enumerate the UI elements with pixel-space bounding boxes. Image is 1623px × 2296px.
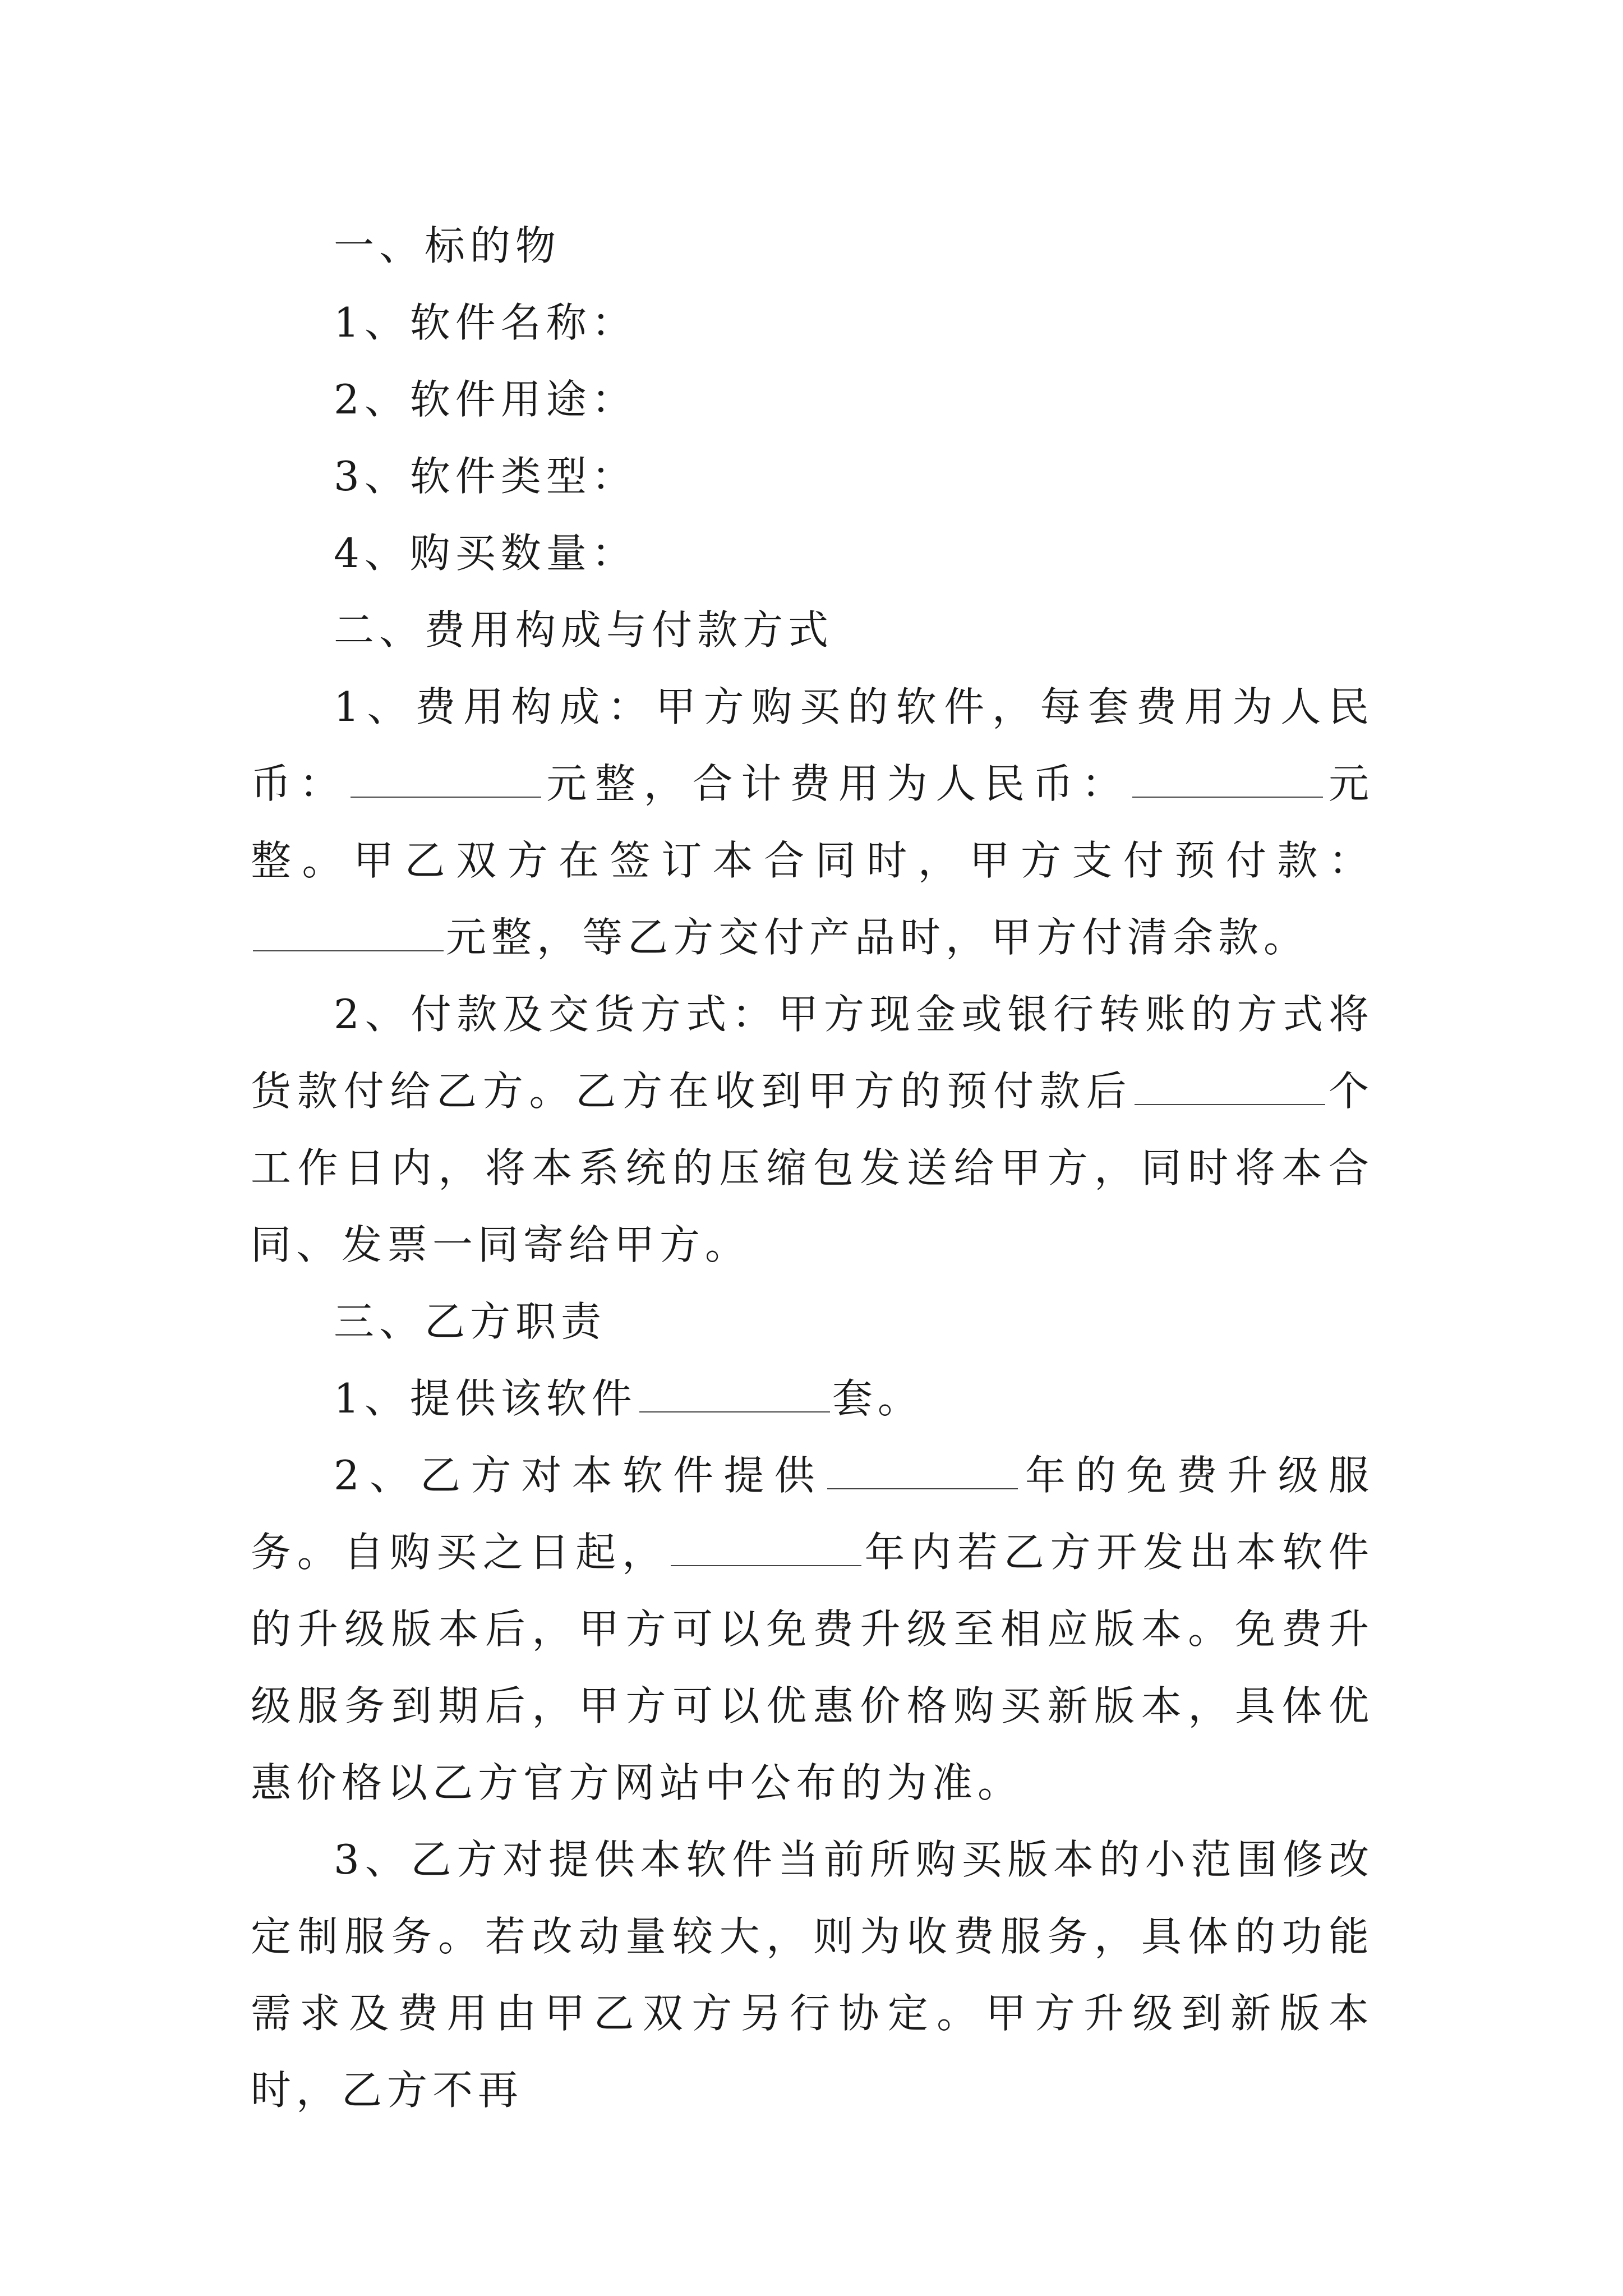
- blank-field-years-from-purchase: [671, 1533, 861, 1566]
- clause-text: 年的免费升级服务。自购买之日起，: [251, 1452, 1374, 1576]
- item-purchase-quantity: 4、购买数量：: [334, 530, 637, 577]
- blank-field-prepayment: [253, 918, 444, 951]
- blank-field-total-price: [1132, 764, 1323, 798]
- clause-text: 元整。甲乙双方在签订本合同时，甲方支付预付款：: [251, 760, 1374, 884]
- section-heading-fees: 二、费用构成与付款方式: [334, 606, 834, 654]
- clause-text: 2、付款及交货方式：甲方现金或银行转账的方式将货款付给乙方。乙方在收到甲方的预付款后: [251, 991, 1374, 1115]
- clause-provide-software: [251, 1360, 1374, 1437]
- clause-text: 元整，等乙方交付产品时，甲方付清余款。: [446, 914, 1310, 961]
- item-software-purpose: 2、软件用途：: [334, 376, 637, 423]
- clause-text: 元整，合计费用为人民币：: [543, 760, 1131, 807]
- clause-text: 年内若乙方开发出本软件的升级版本后，甲方可以免费升级至相应版本。免费升级服务到期后，甲方可以优惠价格购买新版本，具体优惠价格以乙方官方网站中公布的为准。: [251, 1529, 1374, 1806]
- blank-field-sets: [639, 1379, 830, 1412]
- clause-free-upgrade: [251, 1437, 1374, 1821]
- item-software-type: 3、软件类型：: [334, 453, 637, 500]
- section-heading-subject: 一、标的物: [334, 222, 561, 269]
- clause-text: 1、费用构成：甲方购买的软件，每套费用为人民币：: [251, 683, 1374, 807]
- clause-text: 套。: [832, 1375, 923, 1422]
- clause-customization: 3、乙方对提供本软件当前所购买版本的小范围修改定制服务。若改动量较大，则为收费服务，具体的功能需求及费用由甲乙双方另行协定。甲方升级到新版本时，乙方不再: [251, 1836, 1374, 2114]
- clause-fee-composition: [251, 669, 1374, 976]
- section-heading-duties: 三、乙方职责: [334, 1298, 607, 1345]
- blank-field-upgrade-years: [827, 1456, 1018, 1489]
- contract-body: [251, 208, 1374, 2129]
- clause-text: 2、乙方对本软件提供: [334, 1452, 825, 1499]
- blank-field-working-days: [1135, 1071, 1325, 1105]
- clause-text: 个工作日内，将本系统的压缩包发送给甲方，同时将本合同、发票一同寄给甲方。: [251, 1068, 1374, 1268]
- clause-payment-delivery: [251, 976, 1374, 1283]
- clause-text: 1、提供该软件: [334, 1375, 637, 1422]
- blank-field-unit-price: [351, 764, 541, 798]
- item-software-name: 1、软件名称：: [334, 299, 637, 346]
